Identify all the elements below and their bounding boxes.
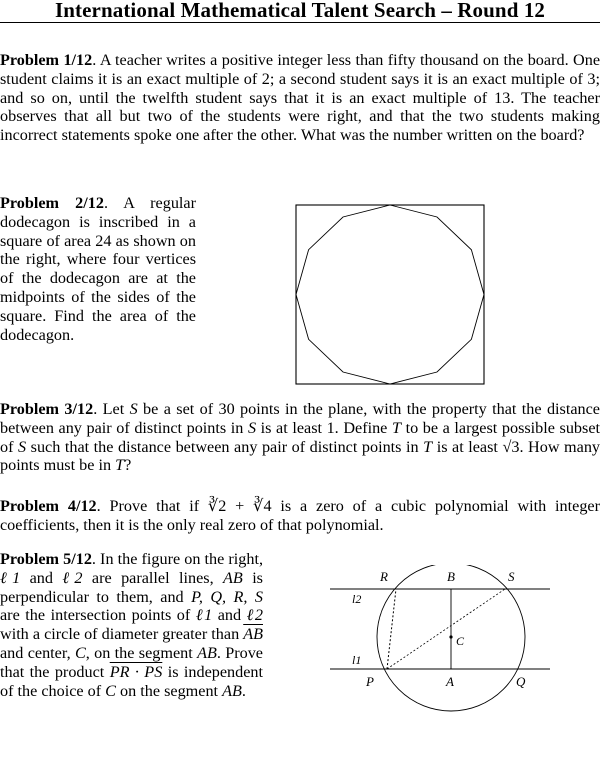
problem-5: Problem 5/12. In the figure on the right, ℓ1 and ℓ2 are parallel lines, AB is perpendicular to them, and P, Q, R, S are the intersection points of ℓ1 and ℓ2 with a circle of diameter greater than $\overline{AB}$ and center, C, on the segment AB. Prove that the product PR · PS is independent of the choice of C on the segment AB.: [0, 550, 263, 700]
problem-2-text: A regular dodecagon is inscribed in a square of area 24 as shown on the right, where four vertices of the dodecagon are at the midpoints of the sides of the square. Find the area of the dodecagon.: [0, 194, 196, 344]
problem-1-label: Problem 1/12: [0, 51, 93, 69]
problem-3-label: Problem 3/12: [0, 400, 94, 418]
chord-ps: [387, 589, 505, 669]
label-b: B: [447, 569, 455, 584]
circle-figure: [320, 565, 560, 765]
problem-3: Problem 3/12. Let S be a set of 30 points in the plane, with the property that the distance between any pair of distinct points in S is at least 1. Define T to be a largest possible subset of S such that the distance between any pair of distinct points in T is at least √3. How many points must be in T?: [0, 400, 600, 475]
problem-5-label: Problem 5/12: [0, 550, 92, 568]
dodecagon: [296, 205, 484, 384]
label-r: R: [380, 569, 388, 584]
label-q: Q: [516, 674, 526, 689]
dodecagon-figure: [290, 200, 490, 390]
label-l1: l1: [352, 653, 362, 667]
problem-4-label: Problem 4/12: [0, 497, 97, 515]
label-c: C: [456, 634, 465, 648]
title-rule: [0, 22, 600, 23]
page-title: International Mathematical Talent Search – Round 12: [54, 0, 546, 22]
chord-pr: [387, 589, 396, 669]
label-a: A: [446, 674, 454, 689]
square: [296, 205, 484, 384]
label-l2: l2: [352, 592, 362, 606]
label-p: P: [366, 674, 374, 689]
problem-2-label: Problem 2/12: [0, 194, 104, 212]
problem-4: Problem 4/12. Prove that if ∛2 + ∛4 is a zero of a cubic polynomial with integer coefficients, then it is the only real zero of that polynomial.: [0, 497, 600, 534]
center-point: [449, 635, 452, 638]
problem-1-text: A teacher writes a positive integer less than fifty thousand on the board. One student claims it is an exact multiple of 2; a second student says it is an exact multiple of 3; and so on, until the twelfth student says that it is an exact multiple of 13. The teacher observes that all but two of the students were right, and that the two students making incorrect statements spoke one after the other. What was the number written on the board?: [0, 51, 600, 145]
problem-2: Problem 2/12. A regular dodecagon is inscribed in a square of area 24 as shown on the right, where four vertices of the dodecagon are at the midpoints of the sides of the square. Find the area of the dodecagon.: [0, 194, 196, 344]
label-s: S: [508, 569, 515, 584]
problem-1: Problem 1/12. A teacher writes a positive integer less than fifty thousand on the board. One student claims it is an exact multiple of 2; a second student says it is an exact multiple of 3; and so on, until the twelfth student says that it is an exact multiple of 13. The teacher observes that all but two of the students were right, and that the two students making incorrect statements spoke one after the other. What was the number written on the board?: [0, 51, 600, 145]
